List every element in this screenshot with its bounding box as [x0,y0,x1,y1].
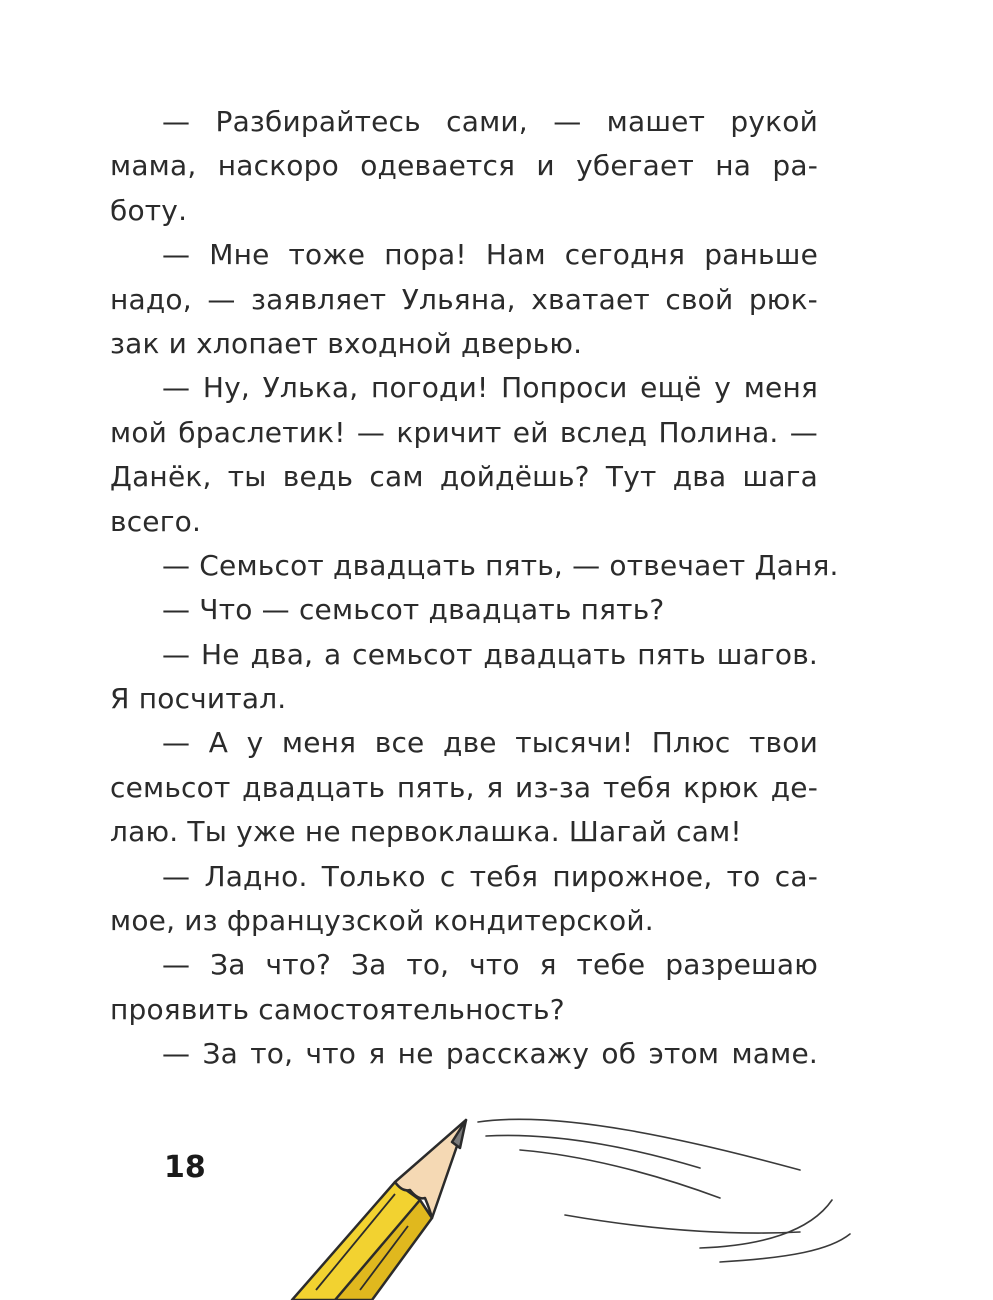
text-line: — А у меня все две тысячи! Плюс твои [162,726,818,760]
text-line: лаю. Ты уже не первоклашка. Шагай сам! [110,815,742,849]
text-line: — Мне тоже пора! Нам сегодня раньше [162,238,818,272]
motion-line [478,1119,800,1170]
text-line: — Ну, Улька, погоди! Попроси ещё у меня [162,371,818,405]
text-line: семьсот двадцать пять, я из-за тебя крюк де- [110,770,818,804]
text-line: — Разбирайтесь сами, — машет рукой [162,105,818,138]
text-line: — За что? За то, что я тебе разрешаю [162,948,818,982]
text-line: — Что — семьсот двадцать пять? [162,593,665,627]
page-number: 18 [164,1150,206,1185]
text-line: — Ладно. Только с тебя пирожное, то са- [162,859,818,893]
text-line: — За то, что я не расскажу об этом маме. [162,1037,818,1071]
motion-line [486,1135,700,1168]
text-line: — Семьсот двадцать пять, — отвечает Даня. [162,548,839,582]
text-line: боту. [110,193,188,227]
motion-line [700,1200,832,1248]
text-line: мой браслетик! — кричит ей вслед Полина. — [110,415,818,449]
text-line: зак и хлопает входной дверью. [110,326,583,360]
text-line: Данёк, ты ведь сам дойдёшь? Тут два шага [110,460,818,494]
text-line: проявить самостоятельность? [110,992,565,1026]
text-line: мама, наскоро одевается и убегает на ра- [110,149,818,183]
text-line: всего. [110,504,202,538]
text-line: надо, — заявляет Ульяна, хватает свой рюк- [110,282,818,316]
motion-line [565,1215,800,1233]
text-line: — Не два, а семьсот двадцать пять шагов. [162,637,818,671]
motion-line [720,1234,850,1262]
text-line: Я посчитал. [110,682,287,716]
text-line: мое, из французской кондитерской. [110,904,654,938]
motion-line [520,1150,720,1198]
